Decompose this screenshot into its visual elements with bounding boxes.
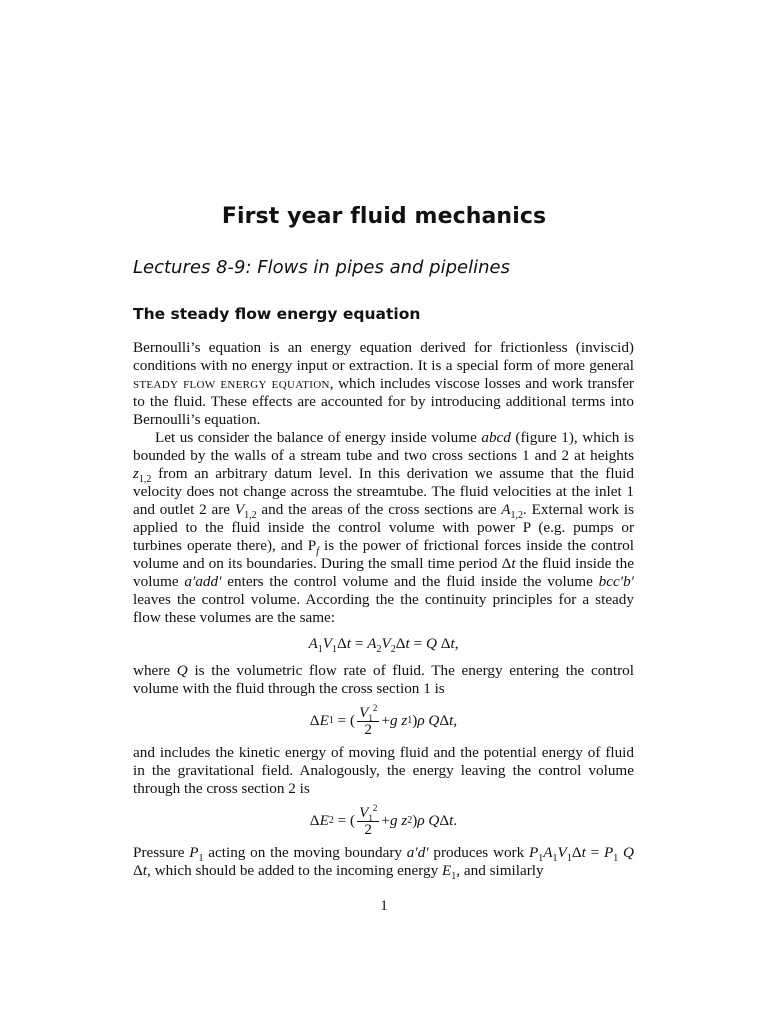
paragraph-5: Pressure $P_1$ acting on the moving boundary a′d′ produces work $P_1A_1V_1\Delta t = P_1$ Q Δt, which should be added to the incoming energy $E_1$, and similarly: [133, 844, 634, 883]
paragraph-1: Bernoulli’s equation is an energy equation derived for frictionless (inviscid) conditions with no energy input or extraction. It is a special form of more general steady flow energy equation, which includes viscose losses and work transfer to the fluid. These effects are accounted for by introducing additional terms into Bernoulli’s equation.: [133, 339, 634, 428]
term-steady-flow-energy-equation: steady flow energy equation: [133, 375, 330, 392]
energy-in-equation: Δ E 1 = ( $\frac{V_1^2}{2}$ + g z 1 ) ρ Q Δ t ,: [309, 702, 458, 738]
paragraph-2: Let us consider the balance of energy inside volume abcd (figure 1), which is bounded by the walls of a stream tube and two cross sections 1 and 2 at heights $z_{1,2}$ from an arbitrary datum level. In this derivation we assume that the fluid velocity does not change across the streamtube. The fluid velocities at the inlet 1 and outlet 2 are $V_{1,2}$ and the areas of the cross sections are $A_{1,2}$. External work is applied to the fluid inside the control volume with power P (e.g. pumps or turbines operate there), and $P_f$ is the power of frictional forces inside the control volume and on its boundaries. During the small time period Δt the fluid inside the volume a′add′ enters the control volume and the fluid inside the volume bcc′b′ leaves the control volume. According the the continuity principles for a steady flow these volumes are the same:: [133, 429, 634, 626]
continuity-equation: $A_1V_1\Delta t = A_2V_2\Delta t = Q$ Δt,: [308, 635, 459, 656]
page-number: 1: [380, 898, 388, 914]
section-heading: The steady flow energy equation: [133, 305, 421, 323]
body-text: [133, 339, 634, 883]
document-title: First year fluid mechanics: [221, 204, 547, 229]
energy-out-equation: Δ E 2 = ( $\frac{V_1^2}{2}$ + g z 2 ) ρ Q Δ t .: [309, 802, 458, 838]
paragraph-3: where Q is the volumetric flow rate of fluid. The energy entering the control volume with the fluid through the cross section 1 is: [133, 662, 634, 697]
lecture-subtitle: Lectures 8-9: Flows in pipes and pipelines: [133, 257, 510, 278]
paragraph-4: and includes the kinetic energy of moving fluid and the potential energy of fluid in the gravitational field. Analogously, the energy leaving the control volume through the cross section 2 is: [133, 744, 634, 797]
